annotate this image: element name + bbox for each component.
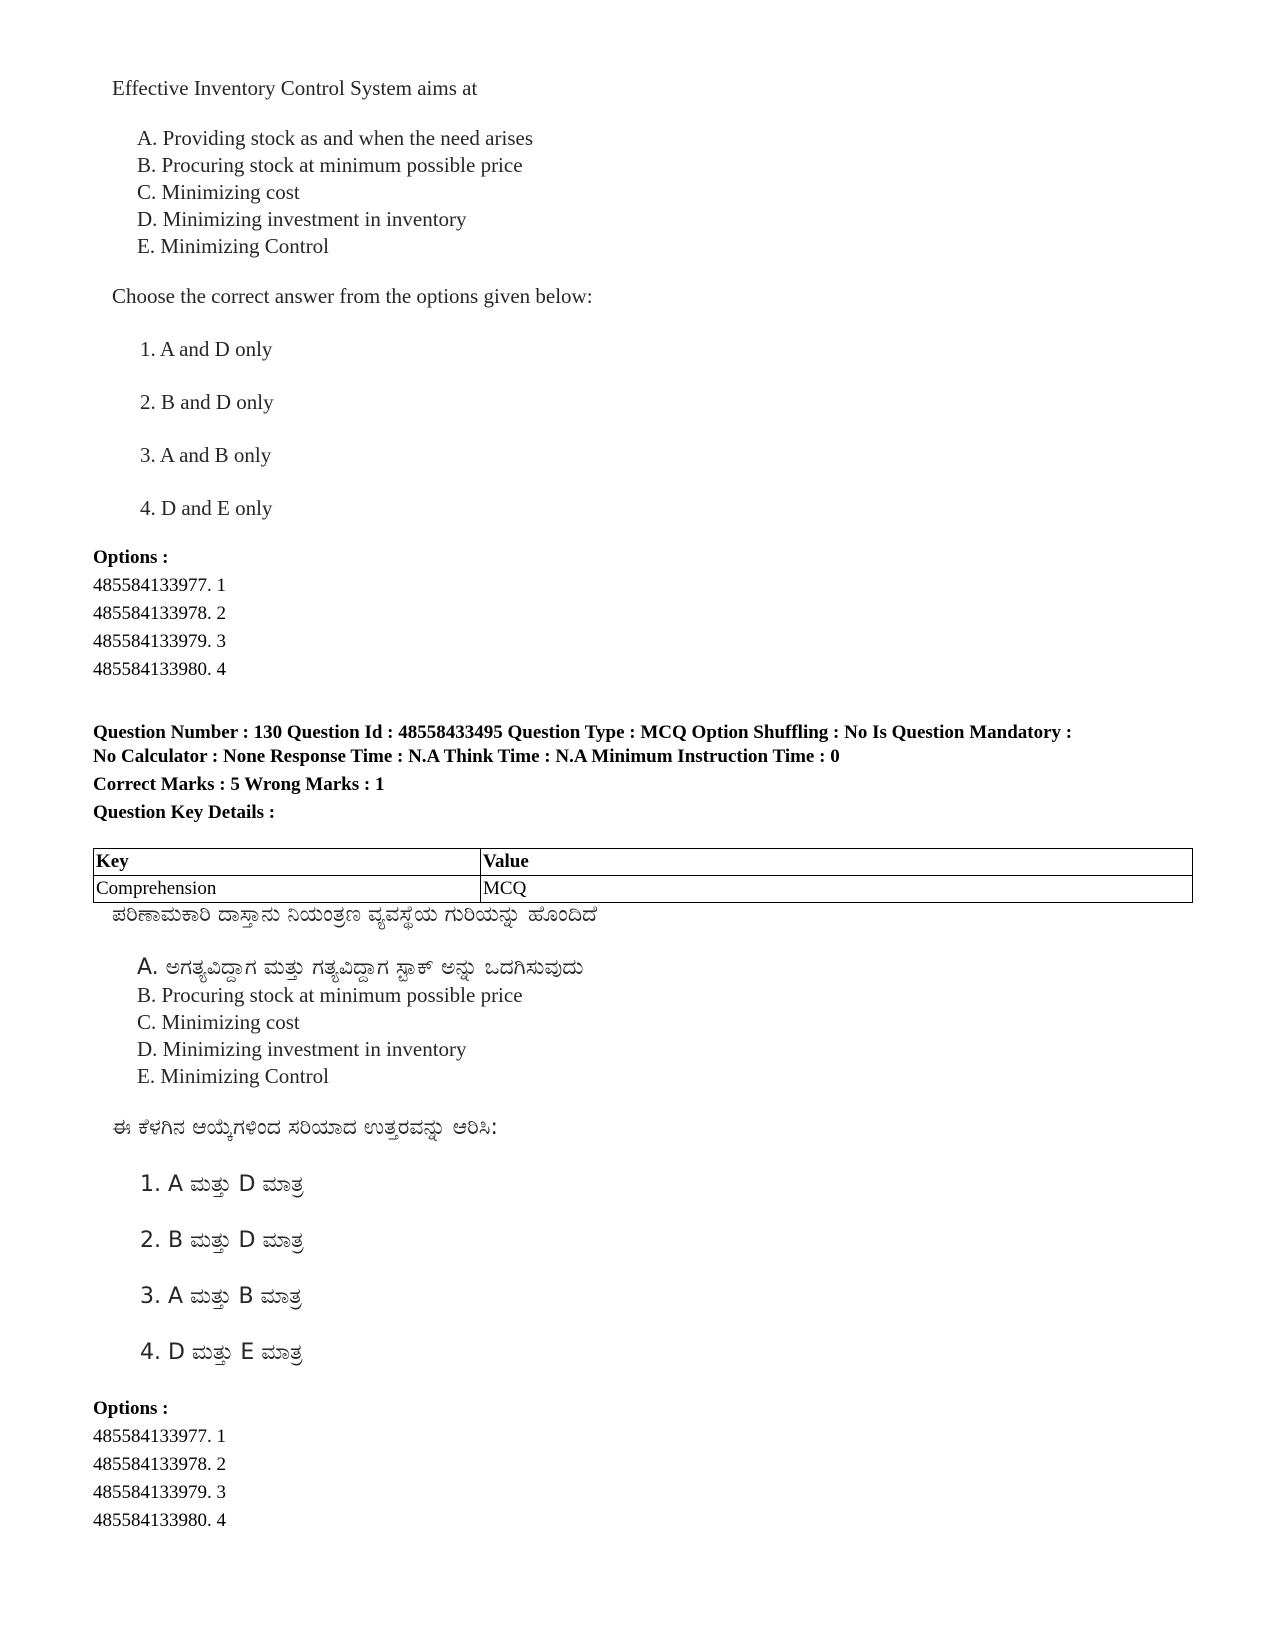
option-id: 485584133980. 4 [93, 659, 226, 680]
question-header-line1: Question Number : 130 Question Id : 48558433495 Question Type : MCQ Option Shuffling : No Is Question Mandatory : [93, 722, 1073, 743]
option-id: 485584133979. 3 [93, 1482, 226, 1503]
option-id: 485584133977. 1 [93, 575, 226, 596]
table-cell-value: MCQ [481, 876, 1193, 903]
table-cell-key: Comprehension [94, 876, 481, 903]
statement-a: A. Providing stock as and when the need arises [137, 126, 533, 150]
statement-a: A. ಅಗತ್ಯವಿದ್ದಾಗ ಮತ್ತು ಗತ್ಯವಿದ್ದಾಗ ಸ್ಟಾಕ್ ಅನ್ನು ಒದಗಿಸುವುದು [137, 955, 584, 980]
question-stem: ಪರಿಣಾಮಕಾರಿ ದಾಸ್ತಾನು ನಿಯಂತ್ರಣ ವ್ಯವಸ್ಥೆಯ ಗುರಿಯನ್ನು ಹೊಂದಿದೆ [112, 902, 598, 927]
statement-b: B. Procuring stock at minimum possible price [137, 983, 523, 1007]
option-id: 485584133978. 2 [93, 1454, 226, 1475]
options-title: Options : [93, 547, 169, 568]
choice-4: 4. D ಮತ್ತು E ಮಾತ್ರ [140, 1340, 303, 1365]
statement-b: B. Procuring stock at minimum possible price [137, 153, 523, 177]
choice-3: 3. A ಮತ್ತು B ಮಾತ್ರ [140, 1284, 302, 1309]
question-header-line2: No Calculator : None Response Time : N.A Think Time : N.A Minimum Instruction Time : 0 [93, 746, 840, 767]
table-row [94, 876, 1193, 903]
key-details-table [93, 848, 1193, 903]
question-instruction: Choose the correct answer from the options given below: [112, 284, 593, 308]
statement-e: E. Minimizing Control [137, 1064, 329, 1088]
choice-4: 4. D and E only [140, 496, 273, 520]
statement-d: D. Minimizing investment in inventory [137, 207, 467, 231]
options-title: Options : [93, 1398, 169, 1419]
option-id: 485584133980. 4 [93, 1510, 226, 1531]
question-stem: Effective Inventory Control System aims at [112, 76, 478, 100]
statement-d: D. Minimizing investment in inventory [137, 1037, 467, 1061]
choice-1: 1. A ಮತ್ತು D ಮಾತ್ರ [140, 1172, 304, 1197]
option-id: 485584133977. 1 [93, 1426, 226, 1447]
table-header-key: Key [94, 849, 481, 876]
marks-line: Correct Marks : 5 Wrong Marks : 1 [93, 774, 385, 795]
statement-e: E. Minimizing Control [137, 234, 329, 258]
statement-c: C. Minimizing cost [137, 180, 300, 204]
option-id: 485584133979. 3 [93, 631, 226, 652]
option-id: 485584133978. 2 [93, 603, 226, 624]
choice-3: 3. A and B only [140, 443, 272, 467]
statement-c: C. Minimizing cost [137, 1010, 300, 1034]
table-header-value: Value [481, 849, 1193, 876]
choice-1: 1. A and D only [140, 337, 273, 361]
choice-2: 2. B and D only [140, 390, 274, 414]
question-instruction: ಈ ಕೆಳಗಿನ ಆಯ್ಕೆಗಳಿಂದ ಸರಿಯಾದ ಉತ್ತರವನ್ನು ಆರಿಸಿ: [112, 1115, 498, 1140]
choice-2: 2. B ಮತ್ತು D ಮಾತ್ರ [140, 1228, 304, 1253]
table-header-row [94, 849, 1193, 876]
key-details-title: Question Key Details : [93, 802, 276, 823]
